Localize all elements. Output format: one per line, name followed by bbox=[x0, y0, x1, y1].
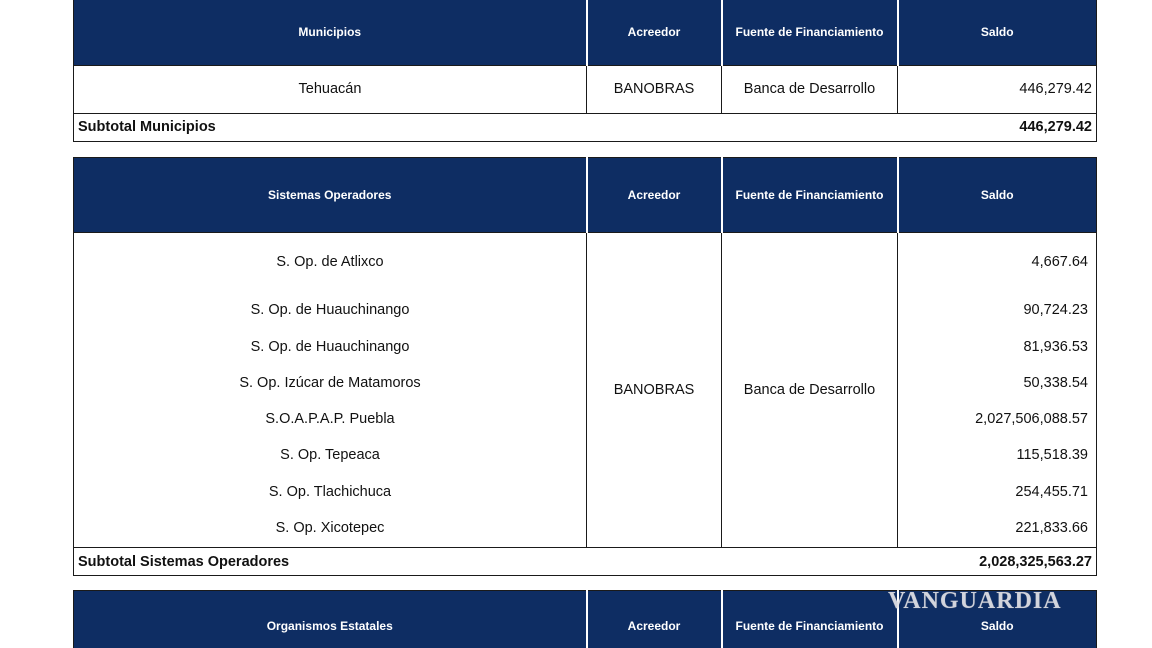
fuente-cell: Banca de Desarrollo bbox=[722, 65, 898, 113]
header-municipios: Municipios bbox=[74, 0, 587, 65]
list-item: S. Op. de Atlixco bbox=[276, 254, 384, 270]
table-header-row bbox=[74, 158, 1097, 233]
header-fuente: Fuente de Financiamiento bbox=[722, 0, 898, 65]
saldo-item: 221,833.66 bbox=[1015, 520, 1088, 536]
header-acreedor: Acreedor bbox=[587, 158, 722, 233]
header-saldo: Saldo bbox=[898, 158, 1097, 233]
saldo-item: 50,338.54 bbox=[1023, 375, 1088, 391]
header-saldo: Saldo bbox=[898, 591, 1097, 648]
saldo-item: 254,455.71 bbox=[1015, 484, 1088, 500]
table-header-row bbox=[74, 0, 1097, 65]
header-acreedor: Acreedor bbox=[587, 591, 722, 648]
subtotal-row bbox=[74, 113, 1097, 141]
list-item: S. Op. Tepeaca bbox=[280, 447, 380, 463]
subtotal-value: 2,028,325,563.27 bbox=[898, 548, 1097, 576]
subtotal-value: 446,279.42 bbox=[898, 113, 1097, 141]
list-item: S. Op. de Huauchinango bbox=[250, 302, 410, 318]
municipio-name: Tehuacán bbox=[74, 65, 587, 113]
acreedor-cell: BANOBRAS bbox=[587, 65, 722, 113]
list-item: S. Op. Izúcar de Matamoros bbox=[239, 375, 421, 391]
subtotal-label: Subtotal Municipios bbox=[74, 113, 898, 141]
header-sistemas: Sistemas Operadores bbox=[74, 158, 587, 233]
saldo-item: 81,936.53 bbox=[1023, 339, 1088, 355]
saldo-item: 4,667.64 bbox=[1031, 254, 1088, 270]
header-fuente: Fuente de Financiamiento bbox=[722, 591, 898, 648]
sistemas-saldos-cell bbox=[898, 233, 1097, 548]
subtotal-row bbox=[74, 548, 1097, 576]
sistemas-operadores-table bbox=[73, 157, 1097, 576]
vanguardia-watermark: VANGUARDIA bbox=[888, 588, 1062, 614]
sistemas-names-cell bbox=[74, 233, 587, 548]
municipios-table bbox=[73, 0, 1097, 142]
subtotal-label: Subtotal Sistemas Operadores bbox=[74, 548, 898, 576]
list-item: S. Op. Xicotepec bbox=[275, 520, 385, 536]
header-saldo: Saldo bbox=[898, 0, 1097, 65]
table-row bbox=[74, 65, 1097, 113]
header-acreedor: Acreedor bbox=[587, 0, 722, 65]
saldo-item: 90,724.23 bbox=[1023, 302, 1088, 318]
saldo-item: 115,518.39 bbox=[1016, 447, 1088, 463]
list-item: S. Op. de Huauchinango bbox=[250, 339, 410, 355]
header-organismos: Organismos Estatales bbox=[74, 591, 587, 648]
header-fuente: Fuente de Financiamiento bbox=[722, 158, 898, 233]
acreedor-cell: BANOBRAS bbox=[587, 233, 722, 548]
list-item: S. Op. Tlachichuca bbox=[268, 484, 392, 500]
saldo-item: 2,027,506,088.57 bbox=[975, 411, 1088, 427]
sistemas-body-row bbox=[74, 233, 1097, 548]
saldo-cell: 446,279.42 bbox=[898, 65, 1097, 113]
fuente-cell: Banca de Desarrollo bbox=[722, 233, 898, 548]
list-item: S.O.A.P.A.P. Puebla bbox=[265, 411, 395, 427]
